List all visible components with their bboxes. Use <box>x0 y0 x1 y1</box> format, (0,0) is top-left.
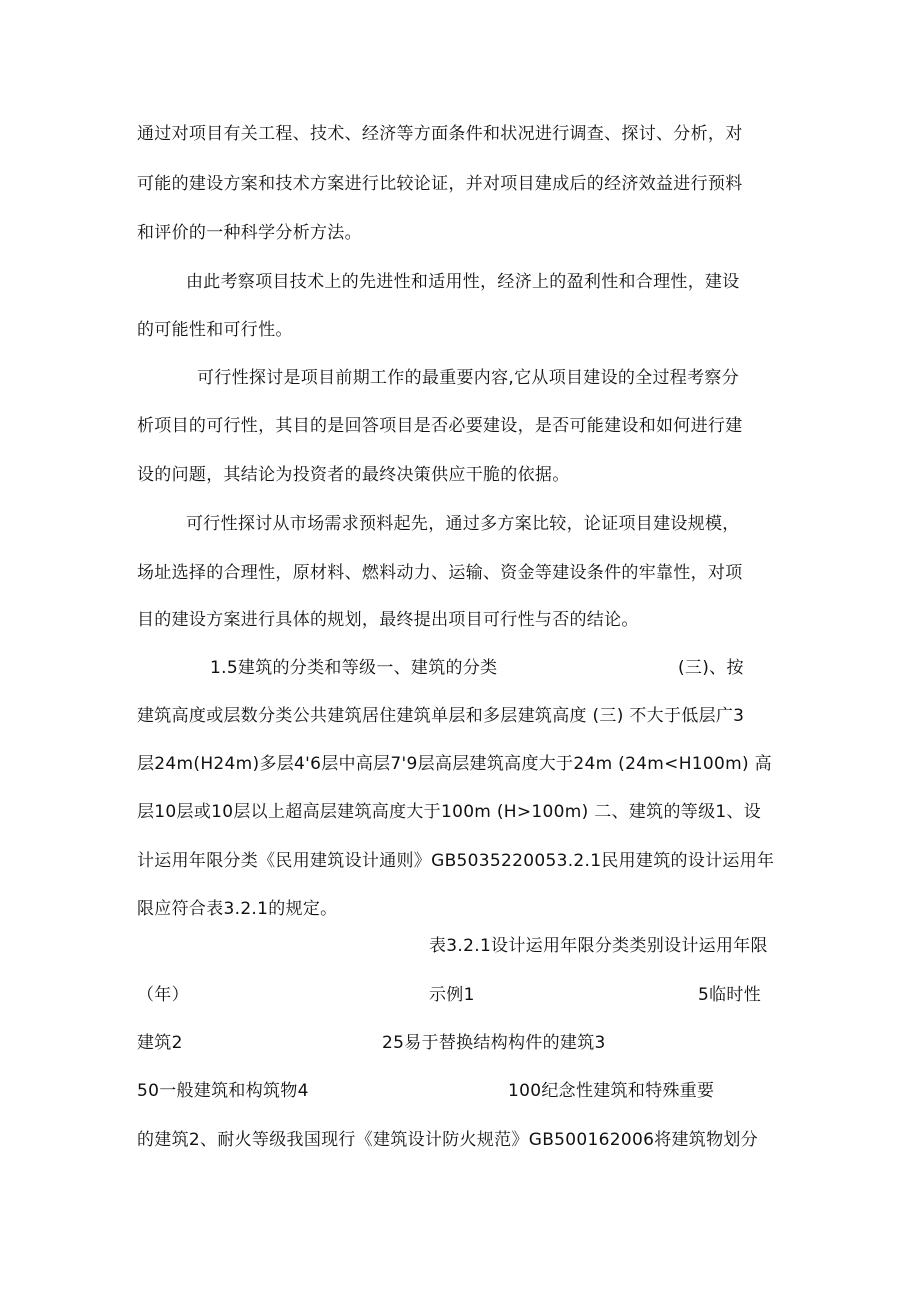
paragraph-1-line-2: 可能的建设方案和技术方案进行比较论证，并对项目建成后的经济效益进行预料 <box>137 174 743 194</box>
table-row-3-col-2: 100纪念性建筑和特殊重要 <box>508 1081 715 1101</box>
table-row-1-col-3: 5临时性 <box>698 985 762 1005</box>
paragraph-3-line-3: 设的问题，其结论为投资者的最终决策供应干脆的依据。 <box>137 465 570 485</box>
table-caption: 表3.2.1设计运用年限分类类别设计运用年限 <box>429 936 768 956</box>
section-line-4: 计运用年限分类《民用建筑设计通则》GB5035220053.2.1民用建筑的设计运用年 <box>137 851 775 871</box>
paragraph-4-line-3: 目的建设方案进行具体的规划，最终提出项目可行性与否的结论。 <box>137 610 639 630</box>
table-last-line: 的建筑2、耐火等级我国现行《建筑设计防火规范》GB500162006将建筑物划分 <box>137 1130 758 1150</box>
table-row-2-col-1: 建筑2 <box>137 1033 183 1053</box>
section-heading-tail: (三)、按 <box>678 658 744 678</box>
section-line-5: 限应符合表3.2.1的规定。 <box>137 899 338 919</box>
paragraph-4-line-1: 可行性探讨从市场需求预料起先，通过多方案比较，论证项目建设规模， <box>186 514 740 534</box>
paragraph-3-line-2: 析项目的可行性，其目的是回答项目是否必要建设，是否可能建设和如何进行建 <box>137 416 743 436</box>
section-line-1: 建筑高度或层数分类公共建筑居住建筑单层和多层建筑高度 (三) 不大于低层广3 <box>137 706 745 726</box>
paragraph-1-line-1: 通过对项目有关工程、技术、经济等方面条件和状况进行调查、探讨、分析，对 <box>137 124 743 144</box>
paragraph-4-line-2: 场址选择的合理性，原材料、燃料动力、运输、资金等建设条件的牢靠性，对项 <box>137 563 743 583</box>
paragraph-1-line-3: 和评价的一种科学分析方法。 <box>137 223 362 243</box>
table-row-1-col-2: 示例1 <box>429 985 475 1005</box>
paragraph-2-line-1: 由此考察项目技术上的先进性和适用性，经济上的盈利性和合理性，建设 <box>186 272 740 292</box>
section-line-2: 层24m(H24m)多层4'6层中高层7'9层高层建筑高度大于24m (24m<H100m) 高 <box>137 754 772 774</box>
table-row-1-col-1: （年） <box>137 985 189 1005</box>
table-row-3-col-1: 50一般建筑和构筑物4 <box>137 1081 309 1101</box>
section-heading: 1.5建筑的分类和等级一、建筑的分类 <box>210 658 498 678</box>
paragraph-2-line-2: 的可能性和可行性。 <box>137 320 293 340</box>
section-line-3: 层10层或10层以上超高层建筑高度大于100m (H>100m) 二、建筑的等级1、设 <box>137 802 762 822</box>
paragraph-3-line-1: 可行性探讨是项目前期工作的最重要内容,它从项目建设的全过程考察分 <box>197 368 740 388</box>
table-row-2-col-2: 25易于替换结构构件的建筑3 <box>382 1033 606 1053</box>
